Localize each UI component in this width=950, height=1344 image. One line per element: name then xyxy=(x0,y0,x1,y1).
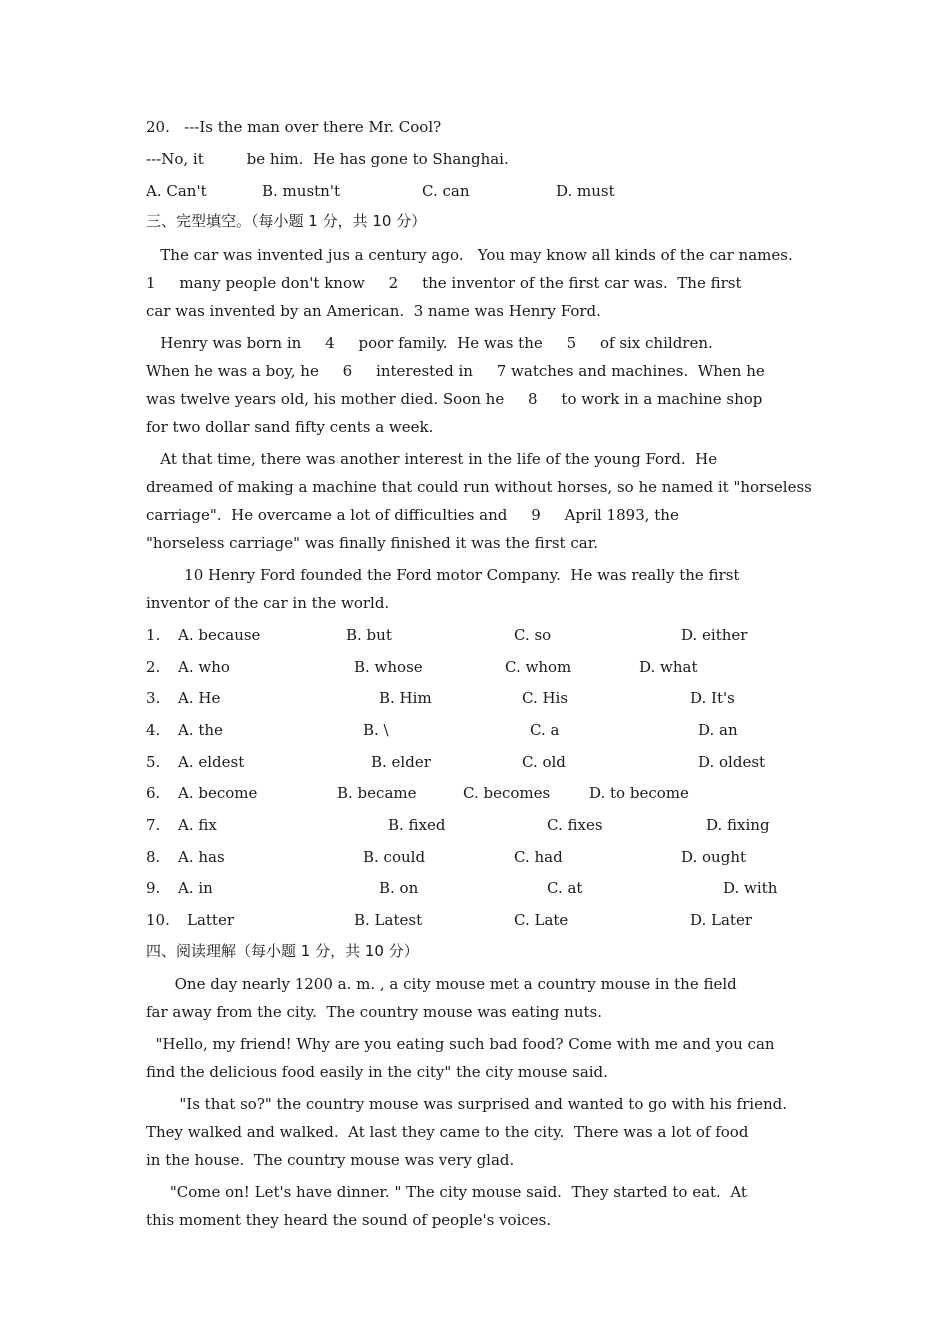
q20-options xyxy=(146,181,816,201)
reading-line: They walked and walked. At last they came to the city. There was a lot of food xyxy=(146,1123,749,1141)
option-a: A. in xyxy=(178,879,213,897)
option-c: C. had xyxy=(514,848,563,866)
q20-option-c: C. can xyxy=(422,182,470,200)
question-number: 2. xyxy=(146,658,161,676)
question-number: 6. xyxy=(146,784,161,802)
cloze-line: 1 many people don't know 2 the inventor of the first car was. The first xyxy=(146,274,742,292)
option-d: D. either xyxy=(681,626,748,644)
question-number: 8. xyxy=(146,848,161,866)
option-b: B. on xyxy=(379,879,419,897)
option-d: D. an xyxy=(698,721,738,739)
option-a: Latter xyxy=(187,911,235,929)
cloze-question-row xyxy=(146,815,816,835)
section-cloze-heading: 三、完型填空。（每小题 1 分，共 10 分） xyxy=(146,212,427,230)
option-c: C. a xyxy=(530,721,560,739)
cloze-line: "horseless carriage" was finally finished it was the first car. xyxy=(146,534,598,552)
reading-line: "Is that so?" the country mouse was surprised and wanted to go with his friend. xyxy=(146,1095,787,1113)
option-d: D. It's xyxy=(690,689,735,707)
option-c: C. Late xyxy=(514,911,569,929)
option-c: C. His xyxy=(522,689,569,707)
option-c: C. whom xyxy=(505,658,572,676)
q20-option-a: A. Can't xyxy=(146,182,207,200)
cloze-line: car was invented by an American. 3 name was Henry Ford. xyxy=(146,302,601,320)
option-a: A. because xyxy=(178,626,261,644)
option-c: C. becomes xyxy=(463,784,551,802)
cloze-line: At that time, there was another interest in the life of the young Ford. He xyxy=(146,450,718,468)
option-b: B. Him xyxy=(379,689,432,707)
cloze-line: carriage". He overcame a lot of difficulties and 9 April 1893, the xyxy=(146,506,679,524)
cloze-question-row xyxy=(146,720,816,740)
option-d: D. ought xyxy=(681,848,747,866)
option-a: A. has xyxy=(178,848,225,866)
option-d: D. Later xyxy=(690,911,753,929)
option-b: B. whose xyxy=(354,658,423,676)
option-c: C. at xyxy=(547,879,583,897)
cloze-line: 10 Henry Ford founded the Ford motor Company. He was really the first xyxy=(146,566,740,584)
cloze-question-row xyxy=(146,847,816,867)
reading-line: One day nearly 1200 a. m. , a city mouse met a country mouse in the field xyxy=(146,975,737,993)
question-number: 5. xyxy=(146,753,161,771)
option-b: B. could xyxy=(363,848,426,866)
cloze-question-row xyxy=(146,752,816,772)
option-a: A. eldest xyxy=(178,753,245,771)
option-a: A. become xyxy=(178,784,258,802)
option-b: B. became xyxy=(337,784,417,802)
reading-line: far away from the city. The country mouse was eating nuts. xyxy=(146,1003,602,1021)
question-number: 9. xyxy=(146,879,161,897)
cloze-question-row xyxy=(146,783,816,803)
cloze-question-row xyxy=(146,688,816,708)
option-b: B. elder xyxy=(371,753,431,771)
question-number: 7. xyxy=(146,816,161,834)
option-a: A. He xyxy=(178,689,221,707)
section-reading-heading: 四、阅读理解（每小题 1 分，共 10 分） xyxy=(146,942,419,960)
reading-line: "Hello, my friend! Why are you eating such bad food? Come with me and you can xyxy=(146,1035,775,1053)
cloze-question-row xyxy=(146,910,816,930)
option-c: C. old xyxy=(522,753,566,771)
cloze-line: for two dollar sand fifty cents a week. xyxy=(146,418,434,436)
option-a: A. who xyxy=(178,658,230,676)
cloze-line: was twelve years old, his mother died. Soon he 8 to work in a machine shop xyxy=(146,390,763,408)
option-c: C. so xyxy=(514,626,552,644)
option-b: B. but xyxy=(346,626,392,644)
option-c: C. fixes xyxy=(547,816,603,834)
cloze-line: dreamed of making a machine that could run without horses, so he named it "horseless xyxy=(146,478,812,496)
cloze-line: The car was invented jus a century ago. You may know all kinds of the car names. xyxy=(146,246,793,264)
question-number: 1. xyxy=(146,626,161,644)
q20-option-d: D. must xyxy=(556,182,615,200)
option-d: D. to become xyxy=(589,784,689,802)
q20-question: 20. ---Is the man over there Mr. Cool? xyxy=(146,118,442,136)
reading-line: this moment they heard the sound of people's voices. xyxy=(146,1211,552,1229)
reading-line: "Come on! Let's have dinner. " The city mouse said. They started to eat. At xyxy=(146,1183,747,1201)
option-b: B. Latest xyxy=(354,911,423,929)
option-a: A. fix xyxy=(178,816,217,834)
cloze-line: Henry was born in 4 poor family. He was the 5 of six children. xyxy=(146,334,713,352)
option-d: D. with xyxy=(723,879,778,897)
option-a: A. the xyxy=(178,721,223,739)
cloze-question-row xyxy=(146,625,816,645)
cloze-question-row xyxy=(146,878,816,898)
option-d: D. oldest xyxy=(698,753,766,771)
reading-line: in the house. The country mouse was very glad. xyxy=(146,1151,515,1169)
cloze-line: When he was a boy, he 6 interested in 7 watches and machines. When he xyxy=(146,362,765,380)
option-d: D. what xyxy=(639,658,698,676)
option-b: B. \ xyxy=(363,721,389,739)
reading-line: find the delicious food easily in the city" the city mouse said. xyxy=(146,1063,608,1081)
question-number: 3. xyxy=(146,689,161,707)
question-number: 10. xyxy=(146,911,170,929)
option-b: B. fixed xyxy=(388,816,446,834)
cloze-line: inventor of the car in the world. xyxy=(146,594,390,612)
cloze-question-row xyxy=(146,657,816,677)
question-number: 4. xyxy=(146,721,161,739)
q20-answer-line: ---No, it be him. He has gone to Shanghai. xyxy=(146,150,509,168)
q20-option-b: B. mustn't xyxy=(262,182,340,200)
option-d: D. fixing xyxy=(706,816,770,834)
